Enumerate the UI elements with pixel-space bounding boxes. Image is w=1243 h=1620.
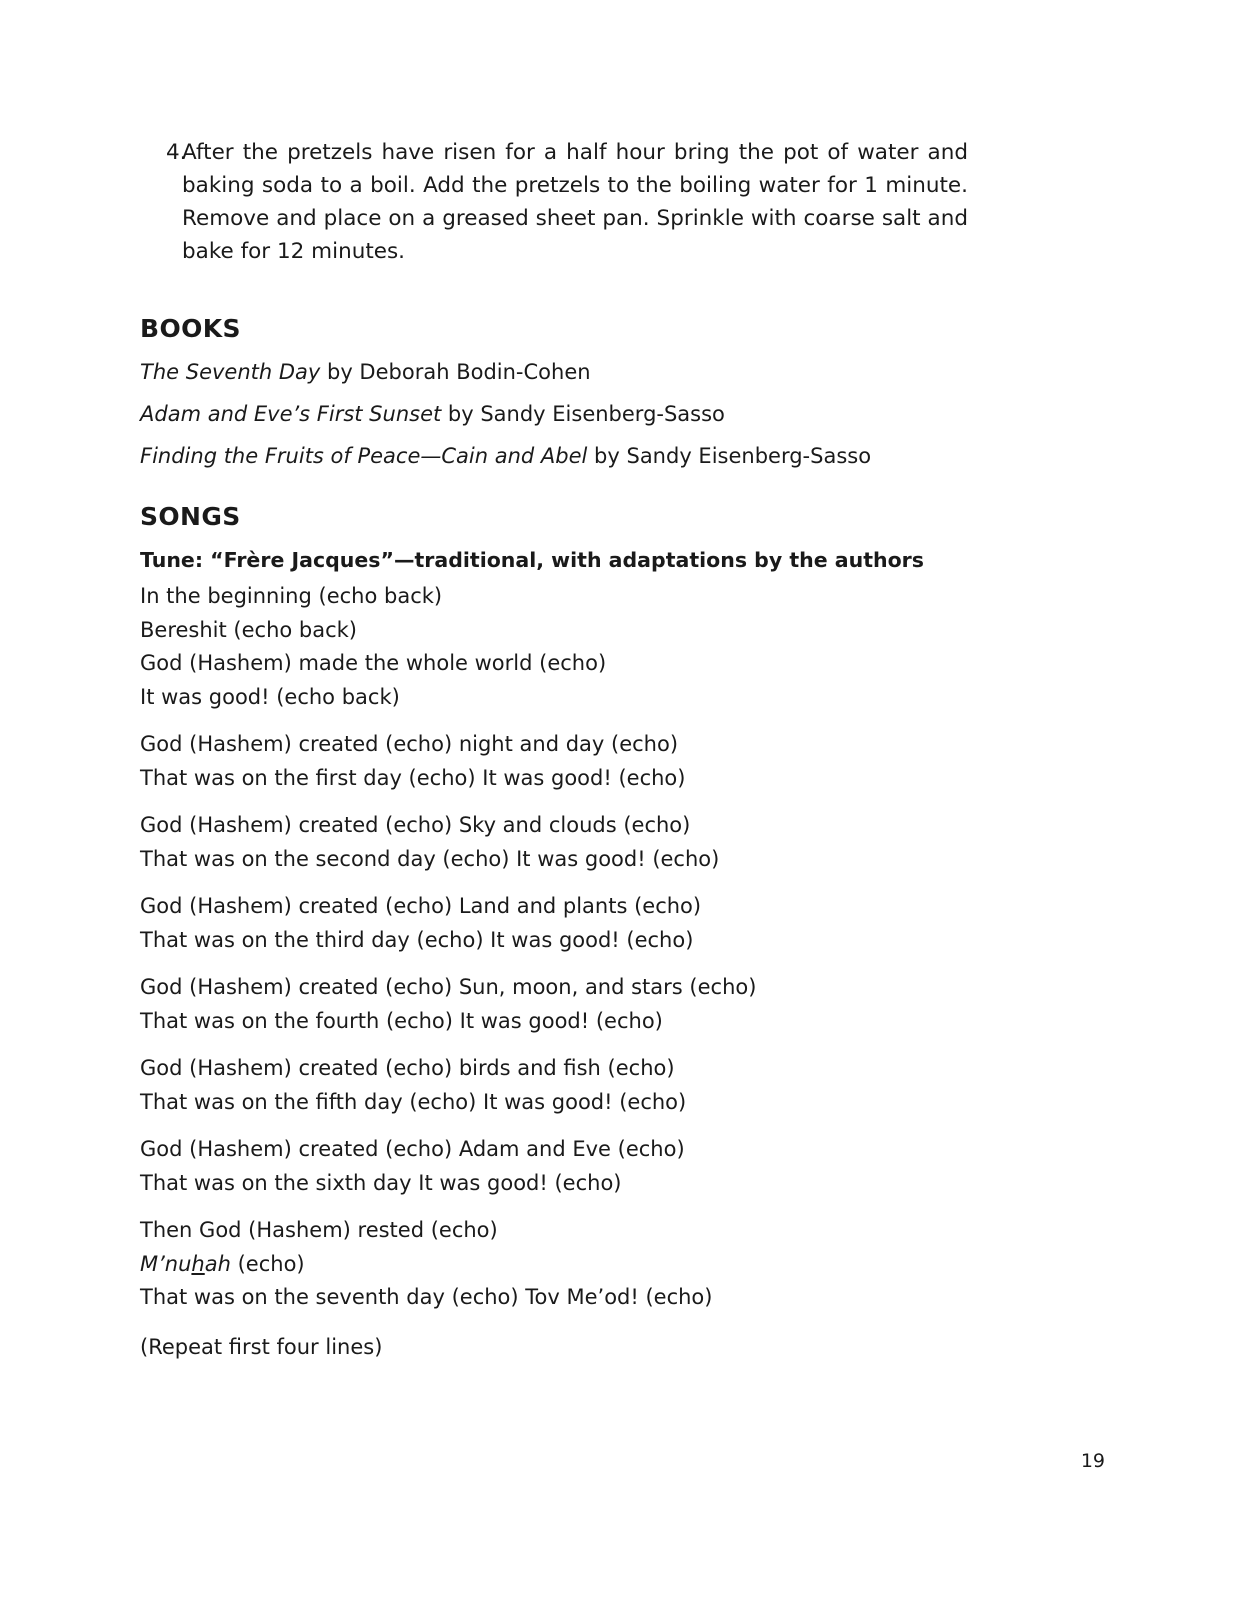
lyric-line: That was on the second day (echo) It was good! (echo) [140,846,720,871]
lyric-line: God (Hashem) created (echo) Sky and clouds (echo) [140,813,691,837]
lyric-line: It was good! (echo back) [140,684,400,709]
books-heading: BOOKS [140,314,241,343]
book-entry [140,398,970,430]
lyric-line: That was on the fourth (echo) It was good! (echo) [140,1008,663,1033]
stanza [140,1052,970,1119]
lyric-line: Bereshit (echo back) [140,617,358,642]
book-entry [140,356,970,388]
repeat-instruction: (Repeat first four lines) [140,1334,383,1359]
stanza [140,890,970,957]
lyric-line: God (Hashem) created (echo) Sun, moon, and stars (echo) [140,975,757,999]
book-author: by Deborah Bodin-Cohen [320,360,591,384]
lyric-line: Then God (Hashem) rested (echo) [140,1218,498,1242]
lyric-line: That was on the first day (echo) It was good! (echo) [140,765,686,790]
stanza [140,971,970,1038]
transliteration-part: M’nu [140,1251,192,1276]
lyric-line-transliteration [140,1248,970,1282]
transliteration-suffix: (echo) [230,1251,305,1276]
list-marker: 4. [166,140,187,165]
book-author: by Sandy Eisenberg-Sasso [441,402,725,426]
book-title: The Seventh Day [140,360,321,384]
transliteration-underlined-h: h [191,1251,205,1276]
lyric-line: God (Hashem) made the whole world (echo) [140,651,607,675]
tune-credit: Tune: “Frère Jacques”—traditional, with adaptations by the authors [140,548,924,572]
lyric-line: God (Hashem) created (echo) Land and plants (echo) [140,894,702,918]
recipe-step-4 [140,136,970,268]
book-entry [140,440,970,472]
lyric-line: God (Hashem) created (echo) birds and fish (echo) [140,1056,675,1080]
book-title: Finding the Fruits of Peace—Cain and Abel [140,444,588,468]
stanza [140,809,970,876]
songs-section [140,502,970,1364]
final-stanza [140,1214,970,1315]
lyric-line: God (Hashem) created (echo) night and day (echo) [140,732,679,756]
lyric-line: That was on the seventh day (echo) Tov Me’od! (echo) [140,1285,713,1309]
stanza [140,728,970,795]
songs-heading: SONGS [140,502,241,531]
page-number: 19 [1080,1450,1105,1472]
stanza [140,580,970,714]
list-item-text: After the pretzels have risen for a half hour bring the pot of water and baking soda to a boil. Add the pretzels to the boiling water for 1 minute. Remove and place on a greased sheet pan. Sprinkle with coarse salt and bake for 12 minutes. [182,140,968,264]
book-author: by Sandy Eisenberg-Sasso [587,444,872,468]
transliteration-part: ah [204,1251,231,1276]
lyric-line: In the beginning (echo back) [140,584,443,608]
lyric-line: That was on the fifth day (echo) It was good! (echo) [140,1089,687,1114]
page-content [140,136,970,1364]
book-title: Adam and Eve’s First Sunset [140,402,442,426]
lyric-line: That was on the third day (echo) It was good! (echo) [140,927,694,952]
lyric-line: That was on the sixth day It was good! (echo) [140,1170,622,1195]
stanza [140,1133,970,1200]
lyric-line: God (Hashem) created (echo) Adam and Eve (echo) [140,1137,685,1161]
